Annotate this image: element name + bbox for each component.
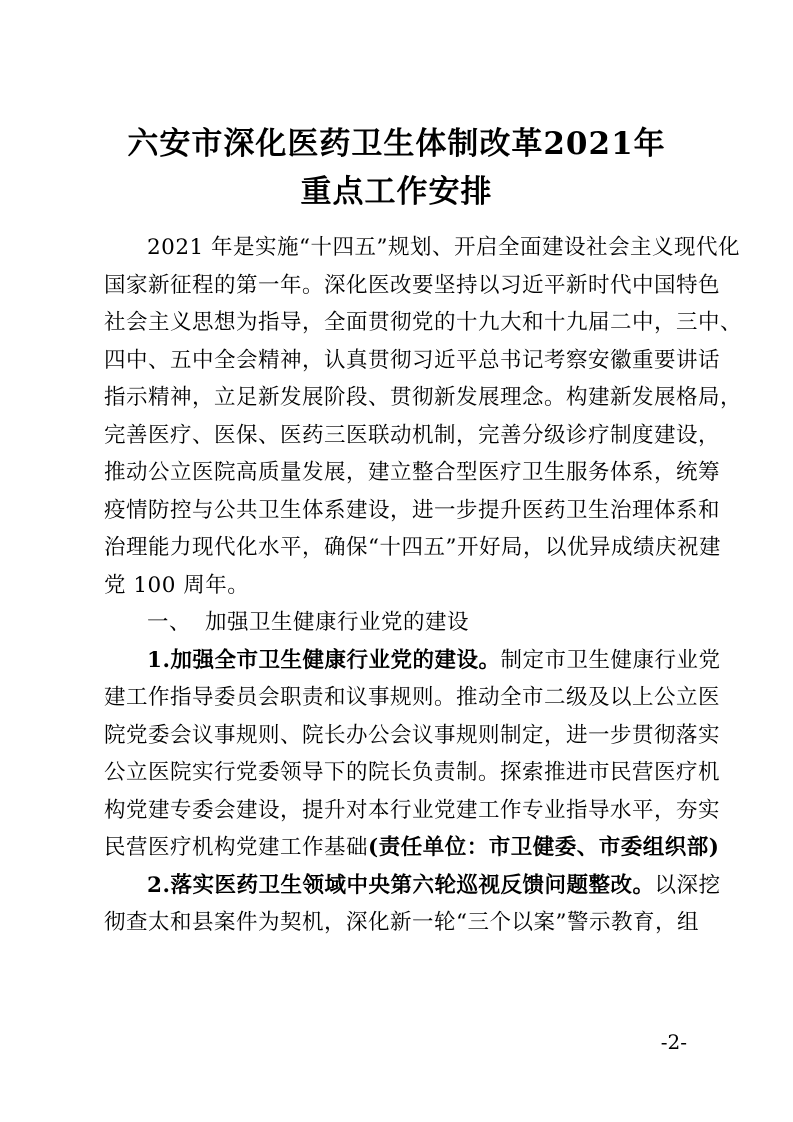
page-number: -2- [660, 1030, 687, 1054]
section-number: 一、 [147, 610, 192, 635]
item-1-heading: 1.加强全市卫生健康行业党的建设。 [147, 647, 501, 673]
item-1-text: 制定市卫生健康行业党 [500, 647, 721, 673]
section-title: 加强卫生健康行业党的建设 [205, 610, 470, 635]
intro-line: 指示精神，立足新发展阶段、贯彻新发展理念。构建新发展格局， [104, 385, 743, 410]
item-1-line: 院党委会议事规则、院长办公会议事规则制定，进一步贯彻落实 [104, 722, 721, 748]
document-title-line-2: 重点工作安排 [300, 174, 493, 210]
intro-line: 治理能力现代化水平，确保“十四五”开好局，以优异成绩庆祝建 [104, 535, 721, 560]
responsible-units: (责任单位：市卫健委、市委组织部) [368, 835, 720, 860]
item-2-first-line [104, 867, 721, 905]
item-2-text: 以深挖 [654, 872, 721, 898]
intro-line: 社会主义思想为指导，全面贯彻党的十九大和十九届二中，三中、 [104, 310, 743, 335]
document-title-line-1: 六安市深化医药卫生体制改革2021年 [127, 126, 666, 162]
intro-line: 四中、五中全会精神，认真贯彻习近平总书记考察安徽重要讲话 [104, 347, 721, 373]
item-2-heading: 2.落实医药卫生领域中央第六轮巡视反馈问题整改。 [147, 872, 655, 898]
intro-line: 2021 年是实施“十四五”规划、开启全面建设社会主义现代化 [147, 235, 741, 260]
item-1-line: 构党建专委会建设，提升对本行业党建工作专业指导水平，夯实 [104, 797, 721, 823]
item-1-line: 公立医院实行党委领导下的院长负责制。探索推进市民营医疗机 [104, 760, 721, 785]
item-1-line: 建工作指导委员会职责和议事规则。推动全市二级及以上公立医 [104, 685, 721, 710]
item-1-last-line [104, 829, 720, 867]
intro-line: 推动公立医院高质量发展，建立整合型医疗卫生服务体系，统筹 [104, 460, 721, 485]
section-heading [104, 604, 689, 642]
intro-line: 党 100 周年。 [104, 572, 250, 598]
item-1-text: 民营医疗机构党建工作基础 [104, 835, 369, 860]
document-body [104, 229, 743, 942]
item-2-line: 彻查太和县案件为契机，深化新一轮“三个以案”警示教育，组 [104, 910, 699, 935]
intro-line: 完善医疗、医保、医药三医联动机制，完善分级诊疗制度建设， [104, 422, 721, 448]
item-1-first-line [104, 642, 721, 680]
intro-line: 疫情防控与公共卫生体系建设，进一步提升医药卫生治理体系和 [104, 497, 721, 523]
intro-line: 国家新征程的第一年。深化医改要坚持以习近平新时代中国特色 [104, 272, 721, 298]
